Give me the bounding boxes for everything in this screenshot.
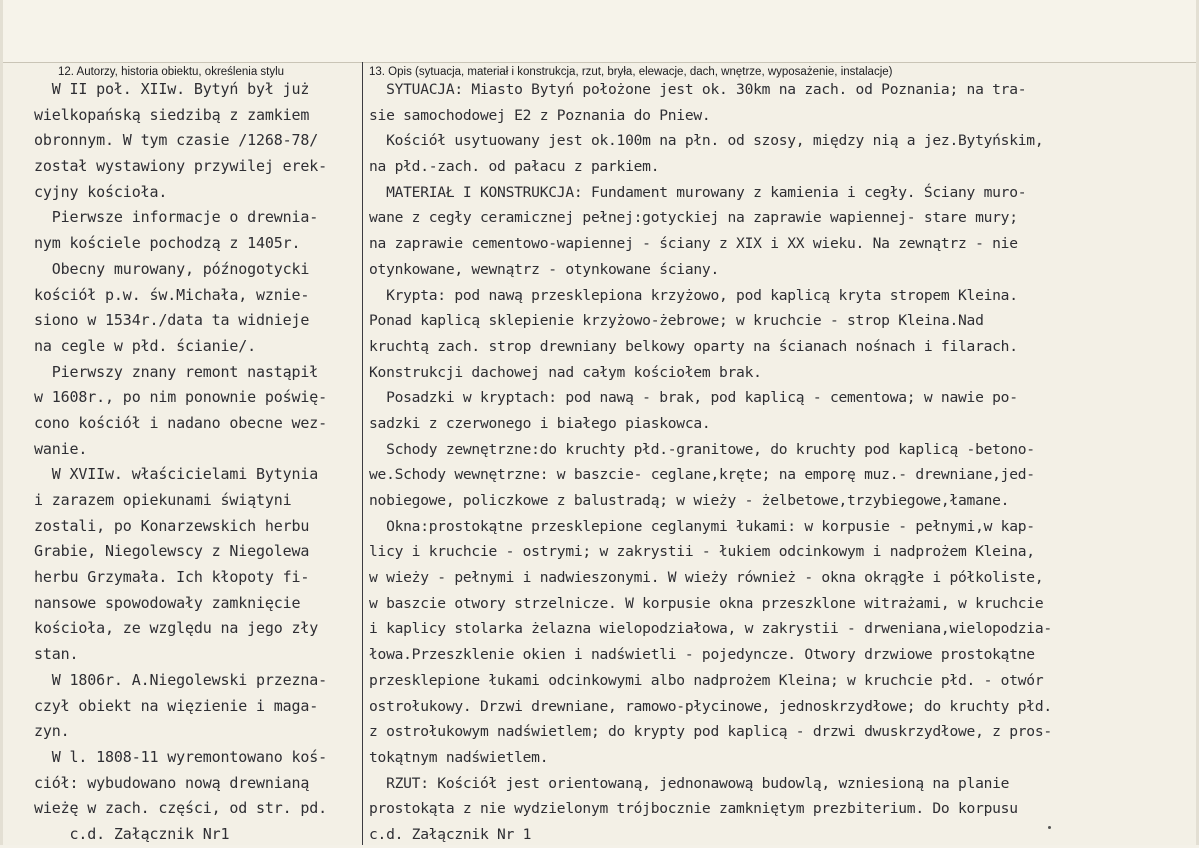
text-line: nansowe spowodowały zamknięcie	[34, 593, 301, 612]
text-line: c.d. Załącznik Nr 1	[369, 825, 532, 843]
text-line: w baszcie otwory strzelnicze. W korpusie okna przeszklone witrażami, w kruchcie	[369, 594, 1044, 612]
text-line: Ponad kaplicą sklepienie krzyżowo-żebrowe; w kruchcie - strop Kleina.Nad	[369, 312, 984, 330]
text-line: W l. 1808-11 wyremontowano koś-	[34, 747, 328, 766]
top-margin	[0, 0, 1199, 62]
text-line: Grabie, Niegolewscy z Niegolewa	[34, 542, 310, 561]
text-line: siono w 1534r./data ta widnieje	[34, 311, 310, 330]
header-rule	[0, 62, 1199, 63]
text-line: na cegle w płd. ścianie/.	[34, 336, 257, 355]
text-line: herbu Grzymała. Ich kłopoty fi-	[34, 568, 310, 587]
text-line: kościół p.w. św.Michała, wznie-	[34, 285, 310, 304]
text-line: w 1608r., po nim ponownie poświę-	[34, 388, 328, 407]
text-line: we.Schody wewnętrzne: w baszcie- ceglane,kręte; na emporę muz.- drewniane,jed-	[369, 466, 1035, 484]
text-line: nobiegowe, policzkowe z balustradą; w wieży - żelbetowe,trzybiegowe,łamane.	[369, 492, 1010, 509]
text-line: z ostrołukowym nadświetlem; do krypty pod kaplicą - drzwi dwuskrzydłowe, z pros-	[369, 723, 1052, 741]
text-line: w wieży - pełnymi i nadwieszonymi. W wieży również - okna okrągłe i półkoliste,	[369, 569, 1044, 587]
text-line: ciół: wybudowano nową drewnianą	[34, 773, 310, 792]
text-line: cono kościół i nadano obecne wez-	[34, 413, 328, 432]
text-line: wanie.	[34, 439, 88, 458]
text-line: c.d. Załącznik Nr1	[34, 824, 230, 843]
text-line: został wystawiony przywilej erek-	[34, 157, 328, 176]
text-line: przesklepione łukami odcinkowymi albo nadprożem Kleina; w kruchcie płd. - otwór	[369, 671, 1044, 689]
text-line: stan.	[34, 645, 79, 664]
text-line: i zarazem opiekunami świątyni	[34, 491, 292, 509]
text-line: wieżę w zach. części, od str. pd.	[34, 799, 328, 818]
text-line: Schody zewnętrzne:do kruchty płd.-granitowe, do kruchty pod kaplicą -betono-	[369, 440, 1035, 458]
text-line: cyjny kościoła.	[34, 182, 168, 201]
text-line: łowa.Przeszklenie okien i nadświetli - pojedyncze. Otwory drzwiowe prostokątne	[369, 646, 1035, 664]
left-edge	[0, 0, 3, 845]
text-line: sadzki z czerwonego i białego piaskowca.	[369, 414, 711, 432]
text-line: tokątnym nadświetlem.	[369, 748, 549, 766]
text-line: zostali, po Konarzewskich herbu	[34, 516, 310, 535]
text-line: kruchtą zach. strop drewniany belkowy oparty na ścianach nośnach i filarach.	[369, 337, 1018, 355]
text-line: W XVIIw. właścicielami Bytynia	[34, 465, 319, 484]
text-line: Krypta: pod nawą przesklepiona krzyżowo, pod kaplicą kryta stropem Kleina.	[369, 286, 1018, 304]
text-line: Posadzki w kryptach: pod nawą - brak, pod kaplicą - cementowa; w nawie po-	[369, 389, 1018, 407]
text-line: W II poł. XIIw. Bytyń był już	[34, 80, 310, 98]
text-line: sie samochodowej E2 z Poznania do Pniew.	[369, 106, 711, 124]
text-line: otynkowane, wewnątrz - otynkowane ściany.	[369, 260, 719, 278]
text-line: prostokąta z nie wydzielonym trójbocznie zamkniętym prezbiterium. Do korpusu	[369, 800, 1018, 818]
text-line: SYTUACJA: Miasto Bytyń położone jest ok. 30km na zach. od Poznania; na tra-	[369, 81, 1027, 98]
text-line: na zaprawie cementowo-wapiennej - ściany z XIX i XX wieku. Na zewnątrz - nie	[369, 235, 1018, 253]
text-line: czył obiekt na więzienie i maga-	[34, 696, 319, 715]
text-line: zyn.	[34, 722, 70, 741]
text-line: licy i kruchcie - ostrymi; w zakrystii - łukiem odcinkowym i nadprożem Kleina,	[369, 543, 1035, 561]
text-line: ostrołukowy. Drzwi drewniane, ramowo-płycinowe, jednoskrzydłowe; do kruchty płd.	[369, 697, 1052, 715]
text-line: na płd.-zach. od pałacu z parkiem.	[369, 158, 660, 176]
text-line: i kaplicy stolarka żelazna wielopodziałowa, w zakrystii - drweniana,wielopodzia-	[369, 620, 1052, 638]
text-line: Pierwszy znany remont nastąpił	[34, 362, 319, 381]
text-line: RZUT: Kościół jest orientowaną, jednonawową budowlą, wzniesioną na planie	[369, 774, 1010, 792]
column-divider	[362, 62, 363, 845]
text-line: Obecny murowany, późnogotycki	[34, 259, 310, 278]
text-line: obronnym. W tym czasie /1268-78/	[34, 131, 319, 150]
text-line: Kościół usytuowany jest ok.100m na płn. od szosy, między nią a jez.Bytyńskim,	[369, 132, 1044, 150]
right-column-header: 13. Opis (sytuacja, materiał i konstrukcja, rzut, bryła, elewacje, dach, wnętrze, wyposażenie, instalacje)	[369, 66, 893, 78]
history-column	[34, 77, 354, 848]
ink-dot	[1048, 826, 1051, 829]
text-line: W 1806r. A.Niegolewski przezna-	[34, 670, 328, 689]
text-line: wane z cegły ceramicznej pełnej:gotyckiej na zaprawie wapiennej- stare mury;	[369, 209, 1018, 227]
description-column	[369, 77, 1197, 848]
text-line: MATERIAŁ I KONSTRUKCJA: Fundament murowany z kamienia i cegły. Ściany muro-	[369, 183, 1027, 201]
text-line: nym kościele pochodzą z 1405r.	[34, 234, 301, 253]
text-line: Okna:prostokątne przesklepione ceglanymi łukami: w korpusie - pełnymi,w kap-	[369, 517, 1035, 535]
text-line: wielkopańską siedzibą z zamkiem	[34, 105, 310, 124]
text-line: Pierwsze informacje o drewnia-	[34, 208, 319, 227]
text-line: kościoła, ze względu na jego zły	[34, 619, 319, 638]
text-line: Konstrukcji dachowej nad całym kościołem brak.	[369, 363, 762, 381]
left-column-header: 12. Autorzy, historia obiektu, określenia stylu	[58, 66, 285, 78]
